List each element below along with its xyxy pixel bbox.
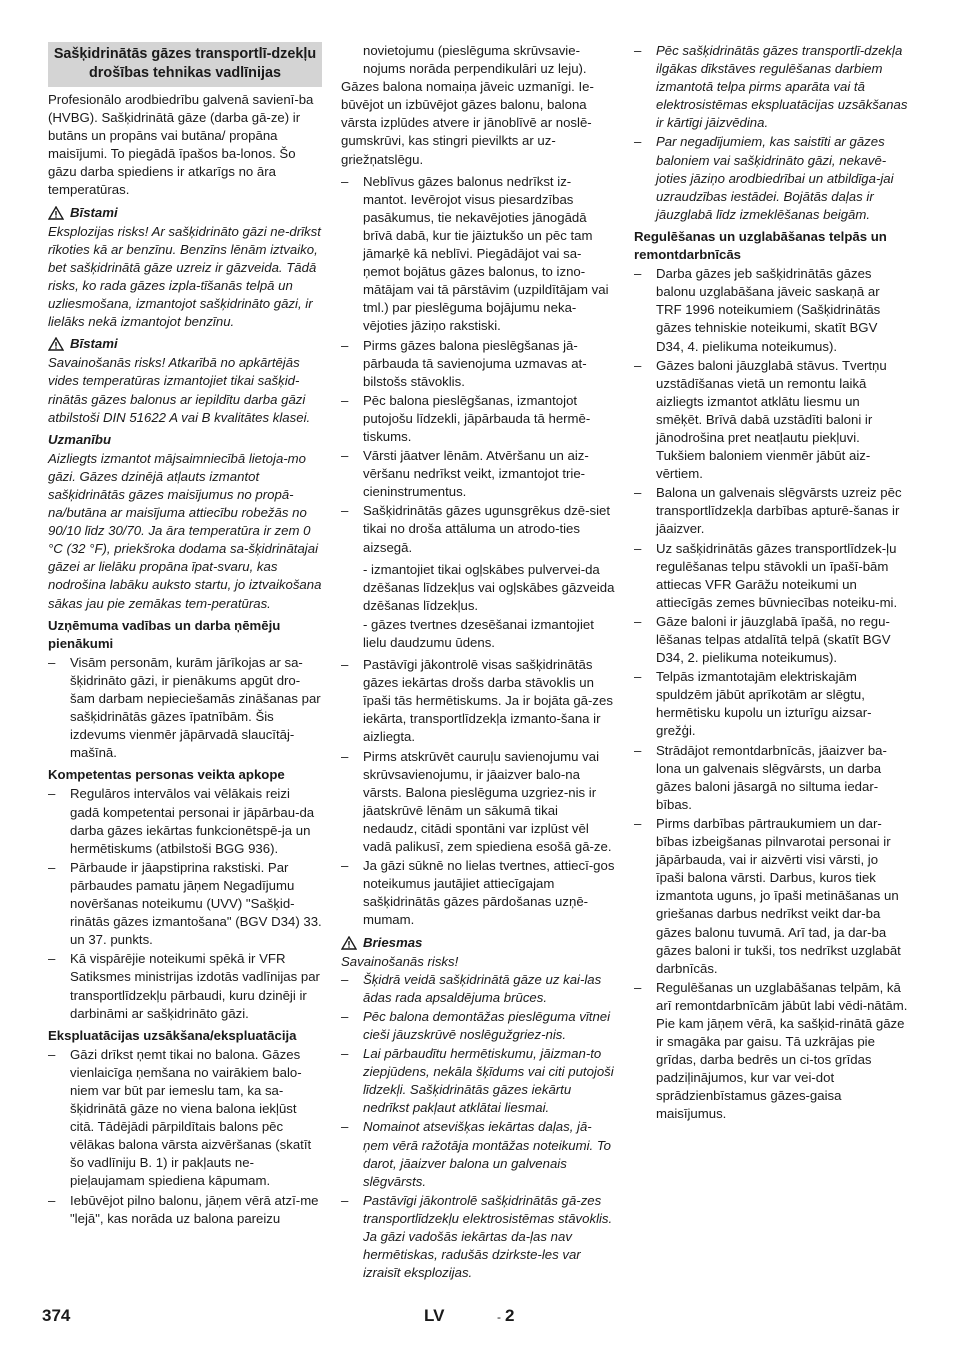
warning-text-2: Savainošanās risks! Atkarībā no apkārtējās vides temperatūras izmantojiet tikai sašķid-rinātās gāzes balonus ar iepildītu darba gāzi atbilstoši DIN 51622 A vai B kvalitātes klasei.: [48, 355, 311, 425]
danger-label: Briesmas: [363, 934, 423, 950]
inspection-list: [48, 785, 322, 1022]
duties-list: [48, 654, 322, 763]
list-item: – Darba gāzes jeb sašķidrinātās gāzes balonu uzglabāšana jāveic saskaņā ar TRF 1996 noteikumiem (Sašķidrinātās gāzes tehniskie noteikumi, skatīt BGV D34, 4. pielikuma noteikumus).: [634, 266, 881, 354]
list-c: [341, 971, 615, 1283]
list-item: – Neblīvus gāzes balonus nedrīkst iz-mantot. Ievērojot visus piesardzības pasākumus, tie nekavējoties jānogādā brīvā dabā, kur tie jāiztukšo un pēc tam jāmarķē kā neblīvi. Piegādājot vai sa-ņemot bojātus gāzes balonus, to izno-mātājam vai tā pārstāvim (uzpildītājam vai tml.) par pieslēguma bojājumu neka-vējoties jāziņo rakstiski.: [341, 173, 609, 334]
list-item: – Telpās izmantotajām elektriskajām spuldzēm jābūt aprīkotām ar slēgtu, hermētisku kupolu un izturīgu aizsar-grežģi.: [634, 669, 872, 739]
list-a: [341, 173, 615, 557]
list-item: – Strādājot remontdarbnīcās, jāaizver ba-lona un galvenais slēgvārsts, un darba gāzes baloni jāsargā no siltuma iedar-bības.: [634, 742, 887, 812]
list-a: [634, 42, 908, 224]
list-item: – Pirms gāzes balona pieslēgšanas jā-pārbauda tā savienojuma uzmavas at-bilstošs stāvoklis.: [341, 337, 587, 389]
column-3: [634, 42, 908, 1128]
warning-heading-2: [48, 335, 322, 353]
list-item: – Kā vispārējie noteikumi spēkā ir VFR Satiksmes ministrijas izdotās vadlīnijas par transportlīdzekļu pārbaudi, kuru dzinēji ir darbināmi ar sašķidrināto gāzi.: [48, 951, 320, 1021]
warning-text-1: Eksplozijas risks! Ar sašķidrināto gāzi ne-drīkst rīkoties kā ar benzīnu. Benzīns lēnām iztvaiko, bet sašķidrinātā gāze uzreiz ir gāzveida. Tādā risks, ko rada gāzes izpla-tīšanās telpā un uzliesmošana, izmantojot sašķidrināto gāzi, ir lielāks nekā izmantojot benzīnu.: [48, 223, 321, 330]
operation-list: [48, 1046, 322, 1228]
warning-heading-1: [48, 204, 322, 222]
intro-paragraph: Profesionālo arodbiedrību galvenā savienī-ba (HVBG). Sašķidrinātā gāze (darba gā-ze) ir butāns un propāns vai butāna/ propāna maisījumi. To piegādā īpašos ba-lonos. Šo gāzu darba spiediens ir atkarīgs no āra temperatūras.: [48, 92, 314, 198]
list-item: – Balona un galvenais slēgvārsts uzreiz pēc transportlīdzekļa darbības apturē-šanas ir jāaizver.: [634, 485, 902, 537]
section-value: 2: [505, 1306, 515, 1325]
list-item: – Uz sašķidrinātās gāzes transportlīdzek-ļu regulēšanas telpu stāvokli un īpašī-bām attiecas VFR Garāžu noteikumi un attiecīgās zemes būvniecības noteiku-mi.: [634, 540, 898, 610]
section-title: Sašķidrinātās gāzes transportlī-dzekļu drošības tehnikas vadlīnijas: [48, 42, 322, 87]
column-2: [341, 42, 615, 1286]
list-item: – Šķidrā veidā sašķidrinātā gāze uz kai-las ādas rada apsaldējuma brūces.: [341, 971, 602, 1005]
sub-item: - gāzes tvertnes dzesēšanai izmantojiet lielu daudzumu ūdens.: [363, 616, 594, 650]
list-item: – Pēc balona demontāžas pieslēguma vītnei cieši jāuzskrūvē noslēgužgriez-nis.: [341, 1008, 611, 1042]
caution-heading: Uzmanību: [48, 431, 112, 447]
list-b: [634, 265, 908, 1123]
storage-heading: Regulēšanas un uzglabāšanas telpās un remontdarbnīcās: [634, 228, 887, 263]
list-item: – Gāzes baloni jāuzglabā stāvus. Tvertņu uzstādīšanas vietā un remontu laikā aizliegts izmantot atklātu liesmu un smēķēt. Brīvā dabā uzstādīti baloni ir jānodrošina pret neatļautu piekļuvi. Tukšiem baloniem vienmēr jābūt aiz-vērtiem.: [634, 357, 887, 482]
column-1: [48, 42, 322, 1232]
duties-heading: Uzņēmuma vadības un darba ņēmēju pienākumi: [48, 617, 281, 651]
list-b: [341, 656, 615, 929]
continued-text: novietojumu (pieslēguma skrūvsavie-nojums norāda perpendikulāri uz leju).: [363, 43, 587, 77]
list-item: – Pastāvīgi jākontrolē sašķidrinātās gā-zes transportlīdzekļu elektrosistēmas stāvoklis. Ja gāzi vadošās iekārtas da-ļas nav hermētiskas, radušās dzirkste-les var izraisīt eksplozijas.: [341, 1192, 613, 1281]
caution-text: Aizliegts izmantot mājsaimniecībā lietoja-mo gāzi. Gāzes dzinējā atļauts izmantot sašķidrinātās gāzes maisījumus no propā-na/butāna ar maisījuma attiecību robežās no 90/10 līdz 30/70. Ja āra temperatūra ir zem 0 °C (32 °F), priekšroka dodama sa-šķidrinātajai gāzei ar lielāku propāna īpat-svaru, kas nodrošina labāku auksto startu, jo iztvaikošana sākas jau pie zemākas tem-peratūras.: [48, 450, 322, 611]
list-item: – Nomainot atsevišķas iekārtas daļas, jā-ņem vērā ražotāja montāžas noteikumi. To darot, jāaizver balona un galvenais slēgvārsts.: [341, 1119, 611, 1189]
list-item: – Iebūvējot pilno balonu, jāņem vērā atzī-me "lejā", kas norāda uz balona pareizu: [48, 1192, 319, 1226]
list-item: – Sašķidrinātās gāzes ugunsgrēkus dzē-siet tikai no droša attāluma un atrodo-ties aizsegā.: [341, 503, 611, 555]
list-item: – Pirms atskrūvēt cauruļu savienojumu vai skrūvsavienojumu, ir jāaizver balo-na vārsts. Balona pieslēguma uzgriez-nis ir jāatskrūvē lēnām un sākumā tikai nedaudz, citādi spontāni var izplūst vēl vadā palikusī, zem spiediena esošā gā-ze.: [341, 748, 612, 855]
list-item: – Pēc sašķidrinātās gāzes transportlī-dzekļa ilgākas dīkstāves regulēšanas darbiem izmantotā telpa pirms aparāta vai tā elektrosistēmas ekspluatācijas uzsākšanas ir kārtīgi jāizvēdina.: [634, 43, 908, 131]
warning-label-2: Bīstami: [70, 336, 118, 352]
warning-label-1: Bīstami: [70, 204, 118, 220]
warning-triangle-icon: [48, 337, 64, 351]
warning-triangle-icon: [341, 936, 357, 950]
list-item: – Regulāros intervālos vai vēlākais reizi gadā kompetentai personai ir jāpārbau-da darba gāzes iekārtas funkcionētspē-ja un hermētiskums (atbilstoši BGG 936).: [48, 786, 315, 856]
section-number: [497, 1305, 514, 1328]
list-item: – Visām personām, kurām jārīkojas ar sa-šķidrināto gāzi, ir pienākums apgūt dro-šam darbam nepieciešamās zināšanas par sašķidrinātās gāzes īpatnībām. Šis izdevums vienmēr jāpārvadā slaucītāj-mašīnā.: [48, 654, 321, 761]
sub-item: - izmantojiet tikai ogļskābes pulvervei-da dzēšanas līdzekļus vai ogļskābes gāzveida dzēšanas līdzekļus.: [363, 561, 615, 613]
danger-text: Savainošanās risks!: [341, 953, 459, 969]
list-item: – Pastāvīgi jākontrolē visas sašķidrinātās gāzes iekārtas drošs darba stāvoklis un īpaši tās hermētiskums. Ja ir bojāta gā-zes iekārta, transportlīdzekļa izmanto-šana ir aizliegta.: [341, 657, 613, 745]
page-number: 374: [42, 1306, 71, 1325]
operation-heading: Ekspluatācijas uzsākšana/ekspluatācija: [48, 1027, 297, 1043]
inspection-heading: Kompetentas personas veikta apkope: [48, 767, 285, 783]
list-item: – Gāze baloni ir jāuzglabā īpašā, no regu-lēšanas telpas atdalītā telpā (skatīt BGV D34, 2. pielikuma noteikumus).: [634, 613, 891, 666]
danger-heading: [341, 934, 615, 952]
section-dash: -: [497, 1310, 501, 1324]
list-item: – Pēc balona pieslēgšanas, izmantojot putojošu līdzekli, jāpārbauda tā hermē-tiskums.: [341, 392, 591, 444]
list-item: – Ja gāzi sūknē no lielas tvertnes, attiecī-gos noteikumus jautājiet attiecīgajam sašķidrinātās gāzes pārdošanas uzņē-mumam.: [341, 858, 615, 928]
list-item: – Pārbaude ir jāapstiprina rakstiski. Par pārbaudes pamatu jāņem Negadījumu novēršanas noteikumu (UVV) "Sašķid-rinātās gāzes izmantošana" (BGV D34) 33. un 37. punkts.: [48, 859, 322, 948]
language-code: LV: [424, 1306, 445, 1325]
warning-triangle-icon: [48, 206, 64, 220]
list-item: – Par negadījumiem, kas saistīti ar gāzes baloniem vai sašķidrināto gāzi, nekavē-joties jāziņo arodbiedrībai un atbildīga-jai uzraudzības iestādei. Bojātās daļas ir jāuzglabā līdz izmeklēšanas beigām.: [634, 134, 894, 222]
list-item: – Pirms darbības pārtraukumiem un dar-bības izbeigšanas pilnvarotai personai ir jāpārbauda, vai ir aizvērti visi vārsti, jo īpaši balona vārsti. Darbus, kuros tiek izmantota uguns, jo īpaši metināšanas un griešanas darbus nedrīkst veikt dar-ba gāzes balonu tuvumā. Arī tad, ja dar-ba gāzes baloni ir tukši, tos nedrīkst uzglabāt darbnīcās.: [634, 815, 901, 976]
list-item: – Vārsti jāatver lēnām. Atvēršanu un aiz-vēršanu nedrīkst veikt, izmantojot trie-cieninstrumentus.: [341, 448, 589, 500]
list-item: – Lai pārbaudītu hermētiskumu, jāizman-to ziepjūdens, nekāla šķīdums vai citi putojoši līdzekļi. Sašķidrinātās gāzes iekārtu nedrīkst pakļaut atklātai liesmai.: [341, 1046, 614, 1116]
list-item: – Regulēšanas un uzglabāšanas telpām, kā arī remontdarbnīcām jābūt labi vēdi-nātām. Pie kam jāņem vērā, ka sašķid-rinātā gāze ir smagāka par gaisu. Tā uzkrājas pie grīdas, darba bedrēs un ci-tos grīdas padziļinājumos, kur var vei-dot sprādzienbīstamus gāzes-gaisa maisījumus.: [634, 979, 908, 1122]
list-item: – Gāzi drīkst ņemt tikai no balona. Gāzes vienlaicīga ņemšana no vairākiem balo-niem var būt par iemeslu tam, ka sa-šķidrinātā gāze no viena balona iekļūst citā. Tādējādi pārpildītais balons pēc vēlākas balona vārsta aizvēršanas (skatīt šo vadlīniju B. 1) ir pakļauts ne-pieļaujamam spiediena kāpumam.: [48, 1046, 312, 1189]
paragraph: Gāzes balona nomaiņa jāveic uzmanīgi. Ie-būvējot un izbūvējot gāzes balonu, balona vārsta izplūdes atvere ir jānoblīvē ar noslē-gumskrūvi, kas stingri pievilkts ar uz-griežņatslēgu.: [341, 79, 594, 167]
